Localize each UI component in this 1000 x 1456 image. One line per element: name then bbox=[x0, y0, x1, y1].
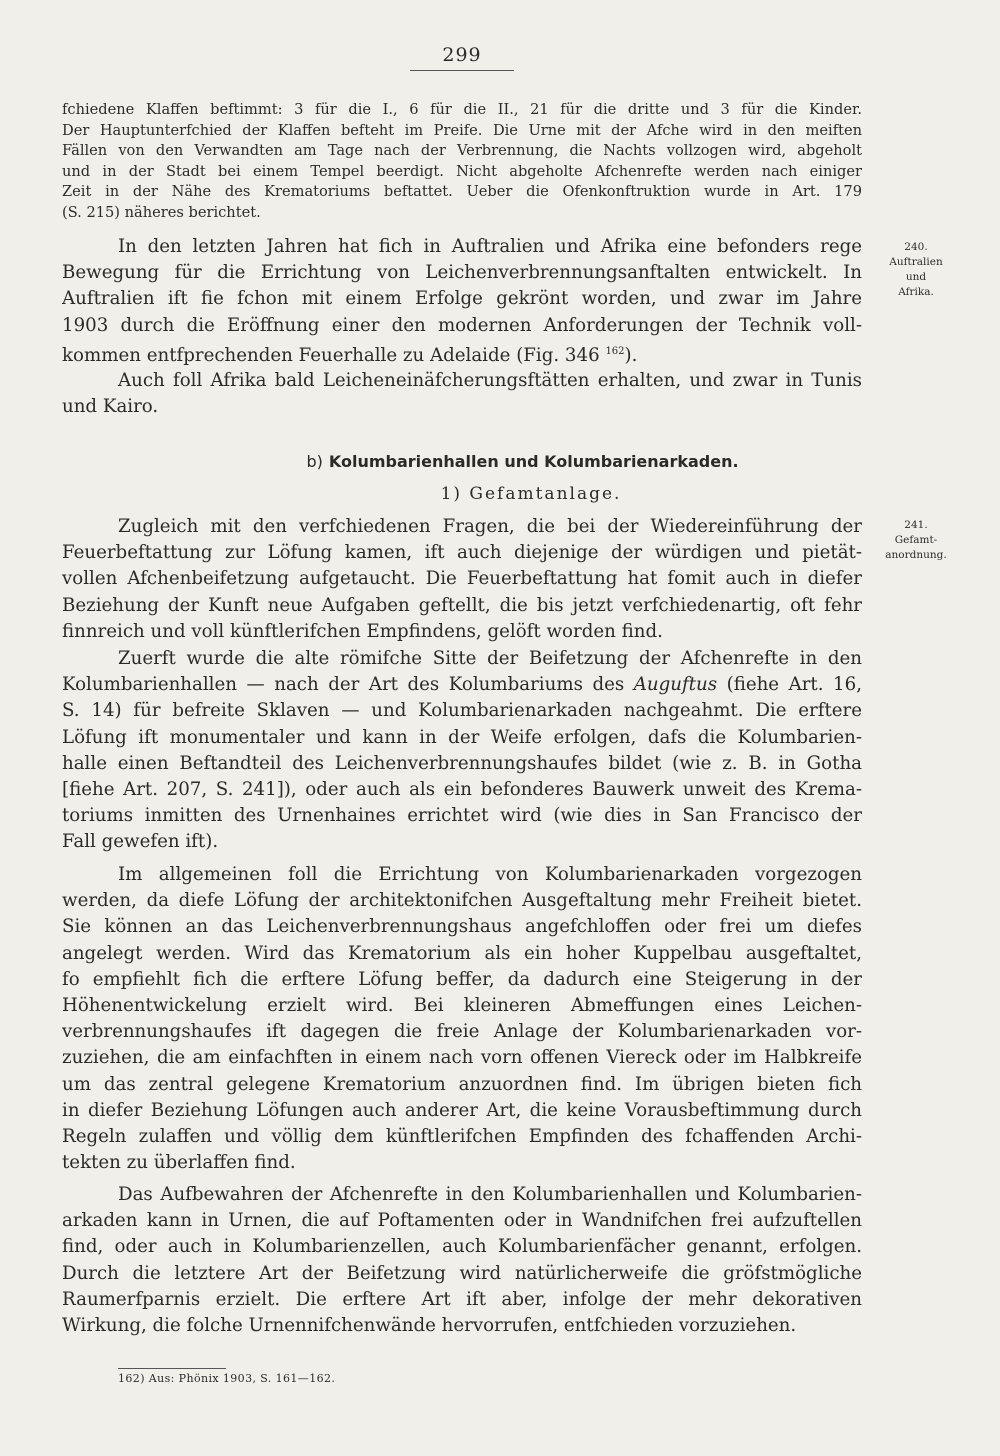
page-number-rule bbox=[410, 70, 514, 71]
text-line: zuziehen, die am einfachften in einem nach vorn offenen Viereck oder im Halbkreife bbox=[62, 1047, 862, 1069]
paragraph-4 bbox=[62, 1182, 862, 1339]
text-line bbox=[62, 672, 862, 698]
text-line: Der Hauptunterfchied der Klaffen befteht im Preife. Die Urne mit der Afche wird in den meiften bbox=[62, 121, 862, 139]
text-line: Feuerbeftattung zur Löfung kamen, ift auch diejenige der würdigen und pietät- bbox=[62, 542, 862, 564]
text-line: Beziehung der Kunft neue Aufgaben geftellt, die bis jetzt verfchiedenartig, oft fehr bbox=[62, 594, 862, 616]
text-line: Höhenentwickelung erzielt wird. Bei kleineren Abmeffungen eines Leichen- bbox=[62, 995, 862, 1017]
text-segment: (fiehe Art. 16, bbox=[726, 674, 862, 696]
text-line: Raumerfparnis erzielt. Die erftere Art ift aber, infolge der mehr dekorativen bbox=[62, 1288, 862, 1310]
text-line: angelegt werden. Wird das Krematorium als ein hoher Kuppelbau ausgeftaltet, bbox=[62, 942, 862, 964]
paragraph-australia bbox=[62, 234, 862, 369]
paragraph-3 bbox=[62, 862, 862, 1176]
page-number: 299 bbox=[442, 44, 482, 66]
text-line: In den letzten Jahren hat fich in Auftralien und Afrika eine befonders rege bbox=[118, 236, 862, 257]
text-line: finnreich und voll künftlerifchen Empfindens, gelöft worden find. bbox=[62, 620, 663, 642]
margin-note-line: 241. bbox=[904, 519, 928, 531]
text-line: in diefer Beziehung Löfungen auch anderer Art, die keine Vorausbeftimmung durch bbox=[62, 1099, 862, 1121]
text-line: verbrennungshaufes ift dagegen die freie Anlage der Kolumbarienarkaden vor- bbox=[62, 1021, 862, 1043]
margin-note-line: Afrika. bbox=[898, 286, 934, 298]
text-line: Zugleich mit den verfchiedenen Fragen, die bei der Wiedereinführung der bbox=[118, 516, 862, 537]
margin-note-line: Auftralien bbox=[889, 256, 943, 268]
text-line: Das Aufbewahren der Afchenrefte in den Kolumbarienhallen und Kolumbarien- bbox=[118, 1184, 862, 1205]
text-line: Durch die letztere Art der Beifetzung wird natürlicherweife die gröfstmögliche bbox=[62, 1262, 862, 1284]
text-line: tekten zu überlaffen find. bbox=[62, 1152, 296, 1174]
text-line: Wirkung, die folche Urnennifchenwände hervorrufen, entfchieden vorzuziehen. bbox=[62, 1315, 797, 1337]
text-line: Löfung ift monumentaler und kann in der Weife erfolgen, dafs die Kolumbarien- bbox=[62, 726, 862, 748]
paragraph-africa bbox=[62, 368, 862, 420]
footnote-rule bbox=[118, 1368, 226, 1369]
text-line: vollen Afchenbeifetzung aufgetaucht. Die Feuerbeftattung hat fomit auch in diefer bbox=[62, 568, 862, 590]
subsection-heading: 1) Gefamtanlage. bbox=[440, 484, 622, 504]
text-line: und in der Stadt bei einem Tempel beerdigt. Nicht abgeholte Afchenrefte werden nach einiger bbox=[62, 162, 862, 180]
text-line: Sie können an das Leichenverbrennungshaus angefchloffen oder frei um diefes bbox=[62, 916, 862, 938]
emphasis-name: Auguftus bbox=[633, 674, 718, 696]
text-line bbox=[62, 339, 862, 369]
text-line: Auftralien ift fie fchon mit einem Erfolge gekrönt worden, und zwar im Jahre bbox=[62, 288, 862, 310]
text-line: und Kairo. bbox=[62, 396, 159, 418]
text-line: fo empfiehlt fich die erftere Löfung beffer, da dadurch eine Steigerung in der bbox=[62, 968, 862, 990]
margin-note-240 bbox=[872, 240, 960, 300]
text-line: werden, da diefe Löfung der architektonifchen Ausgeftaltung mehr Freiheit bietet. bbox=[62, 890, 862, 912]
text-line: [fiehe Art. 207, S. 241]), oder auch als ein befonderes Bauwerk unweit des Krema- bbox=[62, 779, 862, 801]
text-line: Auch foll Afrika bald Leicheneinäfcherungsftätten erhalten, und zwar in Tunis bbox=[118, 370, 862, 391]
text-line: halle einen Beftandteil des Leichenverbrennungshaufes bildet (wie z. B. in Gotha bbox=[62, 752, 862, 774]
text-line: Fällen von den Verwandten am Tage nach der Verbrennung, die Nachts vollzogen wird, abgeholt bbox=[62, 142, 862, 159]
text-line: Regeln zulaffen und völlig dem künftlerifchen Empfinden des fchaffenden Archi- bbox=[62, 1126, 862, 1148]
text-line: Zeit in der Nähe des Krematoriums beftattet. Ueber die Ofenkonftruktion wurde in Art. 179 bbox=[62, 183, 862, 200]
margin-note-line: 240. bbox=[904, 241, 928, 253]
margin-note-241 bbox=[872, 518, 960, 563]
footnote-reference[interactable]: 162 bbox=[605, 345, 625, 357]
text-segment: ). bbox=[624, 344, 638, 366]
paragraph-2 bbox=[62, 646, 862, 856]
footnote-162: 162) Aus: Phönix 1903, S. 161—162. bbox=[118, 1372, 336, 1385]
section-heading bbox=[0, 452, 1000, 471]
margin-note-line: anordnung. bbox=[885, 549, 947, 561]
text-line: find, oder auch in Kolumbarienzellen, auch Kolumbarienfächer genannt, erfolgen. bbox=[62, 1236, 862, 1258]
text-line: fchiedene Klaffen beftimmt: 3 für die I., 6 für die II., 21 für die dritte und 3 für die Kinder. bbox=[62, 101, 862, 118]
text-line: (S. 215) näheres berichtet. bbox=[62, 203, 261, 221]
text-line: arkaden kann in Urnen, die auf Poftamenten oder in Wandnifchen frei aufzuftellen bbox=[62, 1210, 862, 1232]
text-line: S. 14) für befreite Sklaven — und Kolumbarienarkaden nachgeahmt. Die erftere bbox=[62, 700, 862, 722]
text-line: Zuerft wurde die alte römifche Sitte der Beifetzung der Afchenrefte in den bbox=[118, 648, 862, 669]
margin-note-line: Gefamt- bbox=[894, 534, 938, 546]
section-heading-title: Kolumbarienhallen und Kolumbarienarkaden. bbox=[328, 452, 739, 471]
text-line: 1903 durch die Eröffnung einer den modernen Anforderungen der Technik voll- bbox=[62, 314, 862, 336]
text-line: um das zentral gelegene Krematorium anzuordnen find. Im übrigen bieten fich bbox=[62, 1073, 862, 1095]
section-heading-prefix: b) bbox=[306, 452, 323, 471]
text-line: toriums inmitten des Urnenhaines errichtet wird (wie dies in San Francisco der bbox=[62, 805, 862, 827]
text-segment: Kolumbarienhallen — nach der Art des Kolumbariums des bbox=[62, 674, 625, 696]
paragraph-1 bbox=[62, 514, 862, 645]
text-line: Im allgemeinen foll die Errichtung von Kolumbarienarkaden vorgezogen bbox=[118, 864, 862, 885]
text-line: Fall gewefen ift). bbox=[62, 831, 219, 853]
continuation-paragraph bbox=[62, 100, 862, 223]
text-segment: kommen entfprechenden Feuerhalle zu Adelaide (Fig. 346 bbox=[62, 344, 600, 366]
margin-note-line: und bbox=[905, 271, 927, 283]
text-line: Bewegung für die Errichtung von Leichenverbrennungsanftalten entwickelt. In bbox=[62, 262, 862, 284]
